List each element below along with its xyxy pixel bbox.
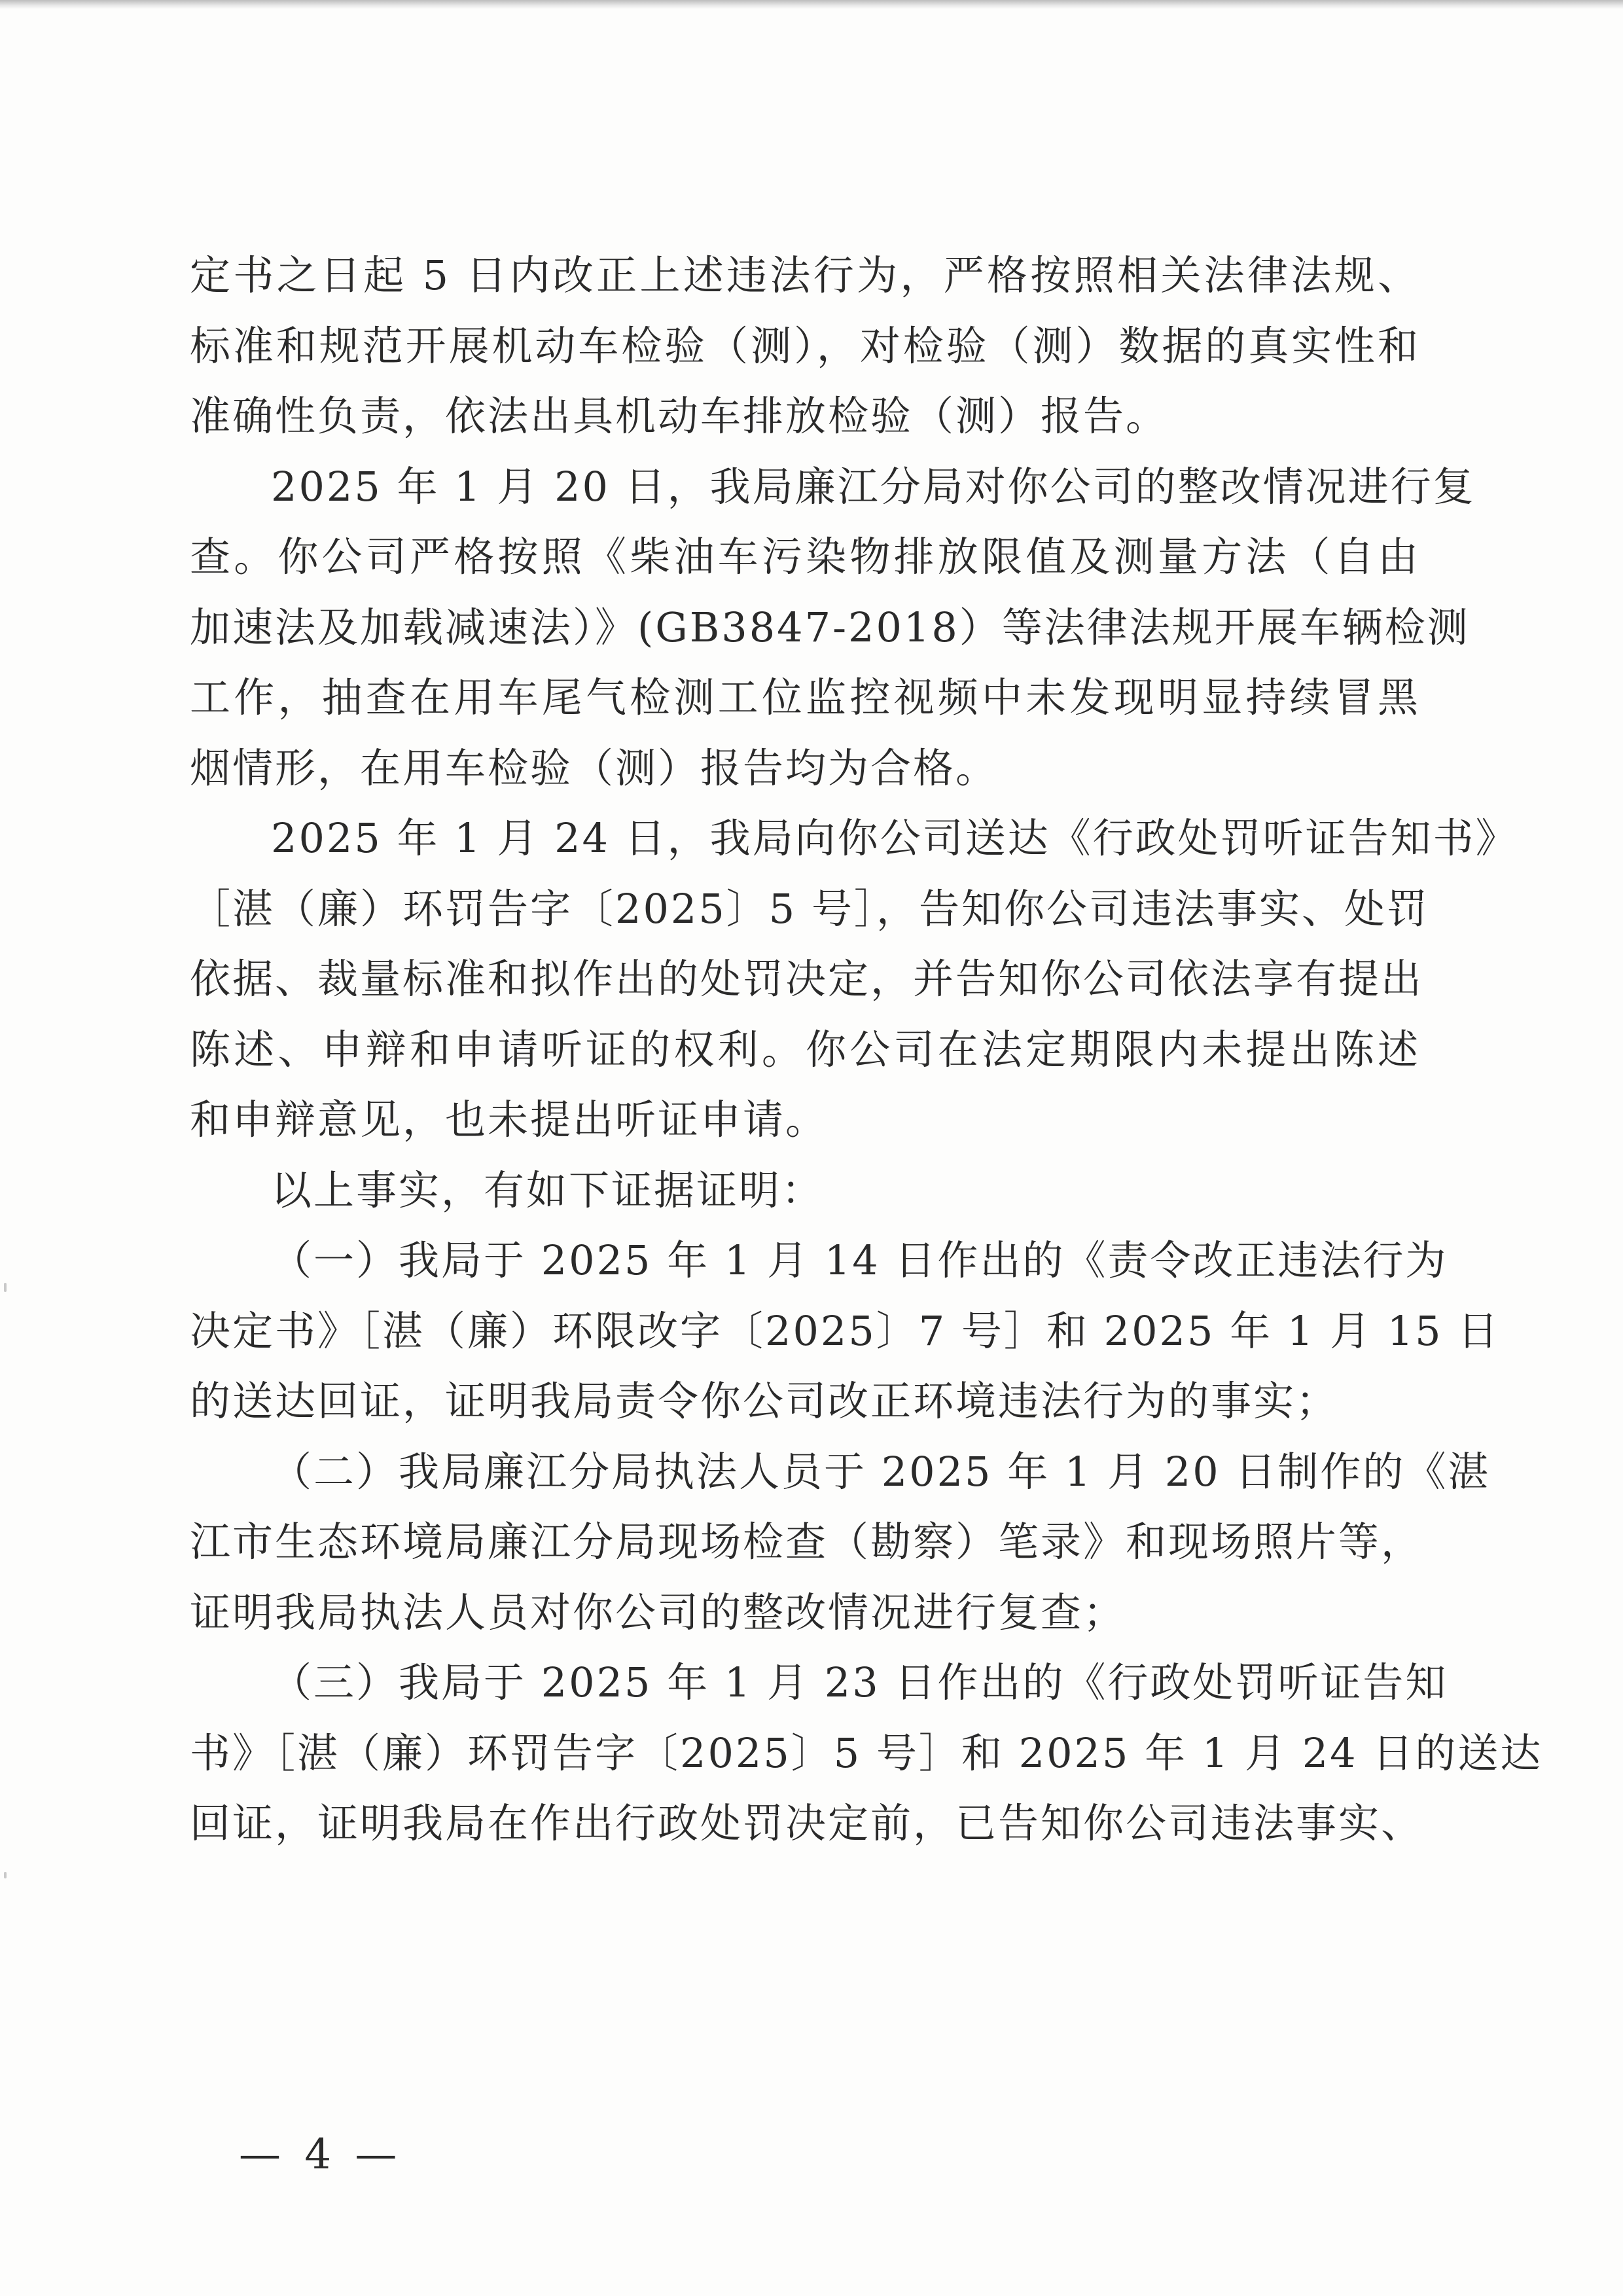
- text-line: 标准和规范开展机动车检验（测），对检验（测）数据的真实性和: [190, 321, 1420, 370]
- text-line: 陈述、申辩和申请听证的权利。你公司在法定期限内未提出陈述: [190, 1025, 1420, 1073]
- document-body: [190, 240, 1543, 1859]
- text-line: 定书之日起 5 日内改正上述违法行为，严格按照相关法律法规、: [190, 251, 1420, 299]
- text-line: 证明我局执法人员对你公司的整改情况进行复查；: [190, 1588, 1126, 1636]
- text-line: 回证，证明我局在作出行政处罚决定前，已告知你公司违法事实、: [190, 1799, 1424, 1847]
- text-line: 工作，抽查在用车尾气检测工位监控视频中未发现明显持续冒黑: [190, 673, 1420, 721]
- text-line: 依据、裁量标准和拟作出的处罚决定，并告知你公司依法享有提出: [190, 955, 1424, 1003]
- text-line: （三）我局于 2025 年 1 月 23 日作出的《行政处罚听证告知: [271, 1659, 1448, 1706]
- scan-edge: [0, 0, 1623, 9]
- page-number: — 4 —: [239, 2130, 402, 2179]
- paragraph: [190, 803, 1518, 1155]
- paragraph: [190, 452, 1476, 804]
- text-line: 决定书》［湛（廉）环限改字〔2025〕7 号］和 2025 年 1 月 15 日: [190, 1306, 1501, 1355]
- text-line: 江市生态环境局廉江分局现场检查（勘察）笔录》和现场照片等，: [190, 1518, 1424, 1566]
- text-line: 查。你公司严格按照《柴油车污染物排放限值及测量方法（自由: [190, 533, 1420, 581]
- text-line: 加速法及加载减速法）》(GB3847-2018）等法律法规开展车辆检测: [190, 603, 1470, 651]
- text-line: 和申辩意见，也未提出听证申请。: [190, 1096, 829, 1143]
- text-line: （一）我局于 2025 年 1 月 14 日作出的《责令改正违法行为: [271, 1236, 1448, 1284]
- paragraph: [190, 1437, 1491, 1648]
- text-line: （二）我局廉江分局执法人员于 2025 年 1 月 20 日制作的《湛: [271, 1447, 1491, 1496]
- text-line: 以上事实，有如下证据证明：: [271, 1166, 825, 1214]
- scan-speck: [4, 1872, 7, 1878]
- text-line: 书》［湛（廉）环罚告字〔2025〕5 号］和 2025 年 1 月 24 日的送达: [190, 1729, 1543, 1777]
- scan-speck: [4, 1283, 7, 1292]
- text-line: 2025 年 1 月 24 日，我局向你公司送达《行政处罚听证告知书》: [271, 814, 1518, 862]
- paragraph: [190, 1225, 1501, 1437]
- text-line: ［湛（廉）环罚告字〔2025〕5 号］，告知你公司违法事实、处罚: [190, 884, 1429, 933]
- text-line: 的送达回证，证明我局责令你公司改正环境违法行为的事实；: [190, 1377, 1339, 1425]
- text-line: 烟情形，在用车检验（测）报告均为合格。: [190, 744, 999, 792]
- paragraph: [190, 1155, 1420, 1226]
- paragraph: [190, 240, 1420, 452]
- text-line: 2025 年 1 月 20 日，我局廉江分局对你公司的整改情况进行复: [271, 462, 1476, 511]
- paragraph: [190, 1647, 1543, 1859]
- text-line: 准确性负责，依法出具机动车排放检验（测）报告。: [190, 392, 1169, 440]
